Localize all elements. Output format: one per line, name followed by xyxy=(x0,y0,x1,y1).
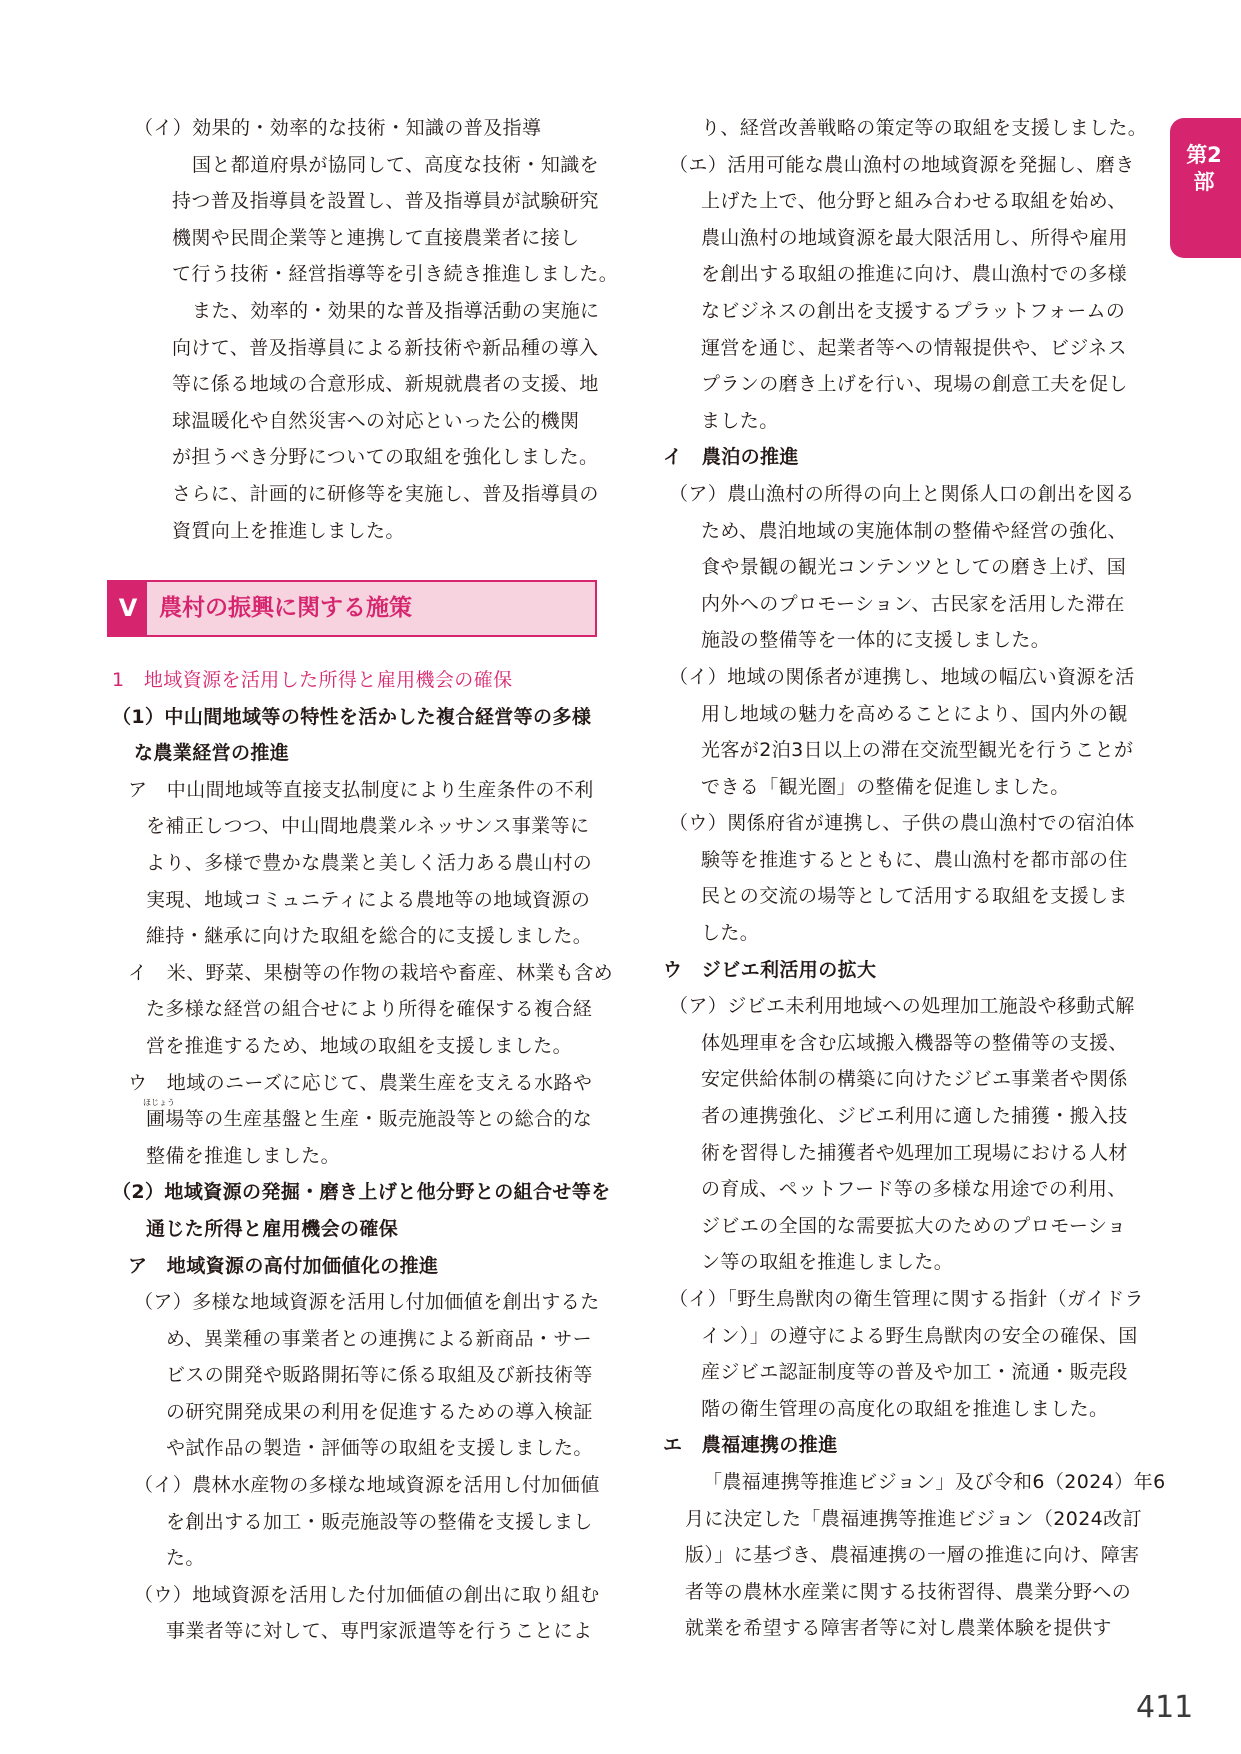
subsection-heading: 1 地域資源を活用した所得と雇用機会の確保 xyxy=(112,669,513,691)
text-line: 食や景観の観光コンテンツとしての磨き上げ、国 xyxy=(701,556,1127,579)
heading-line: イ 農泊の推進 xyxy=(663,446,799,469)
heading-line: （1）中山間地域等の特性を活かした複合経営等の多様 xyxy=(112,705,592,728)
text-line: が担うべき分野についての取組を強化しました。 xyxy=(172,446,599,469)
heading-line: 通じた所得と雇用機会の確保 xyxy=(146,1217,399,1240)
heading-line: （2）地域資源の発掘・磨き上げと他分野との組合せ等を xyxy=(112,1181,611,1204)
text-line: 階の衛生管理の高度化の取組を推進しました。 xyxy=(701,1397,1109,1420)
text-line: 就業を希望する障害者等に対し農業体験を提供す xyxy=(685,1617,1112,1640)
text-line: （イ）地域の関係者が連携し、地域の幅広い資源を活 xyxy=(669,665,1135,688)
text-line: さらに、計画的に研修等を実施し、普及指導員の xyxy=(172,482,599,505)
text-line: て行う技術・経営指導等を引き続き推進しました。 xyxy=(172,263,619,286)
text-line: 産ジビエ認証制度等の普及や加工・流通・販売段 xyxy=(701,1361,1128,1384)
text-line: 術を習得した捕獲者や処理加工現場における人材 xyxy=(701,1141,1128,1164)
text-line: 圃場等の生産基盤と生産・販売施設等との総合的な xyxy=(146,1108,593,1131)
heading-line: ウ ジビエ利活用の拡大 xyxy=(663,958,877,981)
text-line: また、効率的・効果的な普及指導活動の実施に xyxy=(192,299,600,322)
right-column xyxy=(663,110,1166,1647)
text-line: 実現、地域コミュニティによる農地等の地域資源の xyxy=(146,888,591,911)
text-line: を創出する取組の推進に向け、農山漁村での多様 xyxy=(701,263,1128,286)
text-line: 整備を推進しました。 xyxy=(146,1144,341,1167)
ruby-annotation: ほじょう xyxy=(143,1098,175,1108)
text-line: 用し地域の魅力を高めることにより、国内外の観 xyxy=(701,702,1128,725)
text-line: め、異業種の事業者との連携による新商品・サー xyxy=(166,1327,593,1350)
text-line: 版）」に基づき、農福連携の一層の推進に向け、障害 xyxy=(685,1544,1140,1567)
text-line: （ウ）関係府省が連携し、子供の農山漁村での宿泊体 xyxy=(669,812,1135,835)
text-line: 上げた上で、他分野と組み合わせる取組を始め、 xyxy=(701,190,1127,213)
part-tab-label: 第2部 xyxy=(1186,143,1222,194)
text-line: （イ）「野生鳥獣肉の衛生管理に関する指針（ガイドラ xyxy=(669,1288,1144,1310)
text-line: を創出する加工・販売施設等の整備を支援しまし xyxy=(166,1510,593,1533)
text-line: なビジネスの創出を支援するプラットフォームの xyxy=(701,299,1126,322)
left-column-intro xyxy=(112,110,619,549)
page-number: 411 xyxy=(1136,1690,1194,1725)
text-line: （ウ）地域資源を活用した付加価値の創出に取り組む xyxy=(134,1583,600,1606)
text-line: （エ）活用可能な農山漁村の地域資源を発掘し、磨き xyxy=(669,153,1135,176)
text-line: 等に係る地域の合意形成、新規就農者の支援、地 xyxy=(172,373,599,396)
heading-line: な農業経営の推進 xyxy=(134,742,290,765)
text-line: ため、農泊地域の実施体制の整備や経営の強化、 xyxy=(701,519,1128,542)
text-line: ジビエの全国的な需要拡大のためのプロモーショ xyxy=(701,1214,1127,1237)
text-line: 球温暖化や自然災害への対応といった公的機関 xyxy=(172,409,580,432)
text-line: ア 中山間地域等直接支払制度により生産条件の不利 xyxy=(128,778,594,801)
text-line: ウ 地域のニーズに応じて、農業生産を支える水路や xyxy=(128,1071,593,1094)
text-line: プランの磨き上げを行い、現場の創意工夫を促し xyxy=(701,373,1128,396)
text-line: 営を推進するため、地域の取組を支援しました。 xyxy=(146,1034,573,1057)
text-line: の研究開発成果の利用を促進するための導入検証 xyxy=(166,1400,593,1423)
text-line: 機関や民間企業等と連携して直接農業者に接し xyxy=(172,226,580,249)
text-line: 資質向上を推進しました。 xyxy=(172,519,405,542)
text-line: （イ）効果的・効率的な技術・知識の普及指導 xyxy=(134,117,542,139)
text-line: できる「観光圏」の整備を促進しました。 xyxy=(701,775,1070,798)
text-line: （ア）ジビエ未利用地域への処理加工施設や移動式解 xyxy=(669,995,1135,1018)
text-line: （ア）農山漁村の所得の向上と関係人口の創出を図る xyxy=(669,482,1135,505)
text-line: 施設の整備等を一体的に支援しました。 xyxy=(701,629,1051,652)
text-line: を補正しつつ、中山間地農業ルネッサンス事業等に xyxy=(146,815,590,838)
text-line: り、経営改善戦略の策定等の取組を支援しました。 xyxy=(701,117,1148,139)
text-line: 農山漁村の地域資源を最大限活用し、所得や雇用 xyxy=(701,226,1128,249)
section-number: V xyxy=(109,582,147,635)
text-line: 国と都道府県が協同して、高度な技術・知識を xyxy=(192,153,600,176)
text-line: ビスの開発や販路開拓等に係る取組及び新技術等 xyxy=(166,1364,593,1387)
left-column-body xyxy=(112,662,614,1650)
section-heading xyxy=(107,580,597,637)
heading-line: エ 農福連携の推進 xyxy=(663,1434,838,1457)
text-line: 運営を通じ、起業者等への情報提供や、ビジネス xyxy=(701,336,1127,359)
text-line: 体処理車を含む広域搬入機器等の整備等の支援、 xyxy=(701,1031,1128,1054)
text-line: イ 米、野菜、果樹等の作物の栽培や畜産、林業も含め xyxy=(128,961,614,984)
text-line: 内外へのプロモーション、古民家を活用した滞在 xyxy=(701,592,1125,615)
text-line: より、多様で豊かな農業と美しく活力ある農山村の xyxy=(146,851,593,874)
text-line: 維持・継承に向けた取組を総合的に支援しました。 xyxy=(146,925,593,948)
text-line: （イ）農林水産物の多様な地域資源を活用し付加価値 xyxy=(134,1474,600,1497)
text-line-with-ruby xyxy=(112,1098,602,1138)
text-line: 事業者等に対して、専門家派遣等を行うことによ xyxy=(166,1620,593,1643)
text-line: 者等の農林水産業に関する技術習得、農業分野への xyxy=(685,1580,1132,1603)
text-line: 持つ普及指導員を設置し、普及指導員が試験研究 xyxy=(172,190,599,213)
text-line: 民との交流の場等として活用する取組を支援しま xyxy=(701,885,1128,908)
text-line: 者の連携強化、ジビエ利用に適した捕獲・搬入技 xyxy=(701,1105,1128,1128)
text-line: イン）」の遵守による野生鳥獣肉の安全の確保、国 xyxy=(701,1324,1138,1347)
text-line: 月に決定した「農福連携等推進ビジョン（2024改訂 xyxy=(685,1507,1142,1530)
text-line: 向けて、普及指導員による新技術や新品種の導入 xyxy=(172,336,599,359)
text-line: 験等を推進するとともに、農山漁村を都市部の住 xyxy=(701,848,1128,871)
text-line: （ア）多様な地域資源を活用し付加価値を創出するた xyxy=(134,1291,600,1314)
text-line: の育成、ペットフード等の多様な用途での利用、 xyxy=(701,1178,1127,1201)
section-title: 農村の振興に関する施策 xyxy=(159,595,412,621)
text-line: ました。 xyxy=(701,409,779,432)
text-line: 安定供給体制の構築に向けたジビエ事業者や関係 xyxy=(701,1068,1128,1091)
text-line: た多様な経営の組合せにより所得を確保する複合経 xyxy=(146,998,593,1021)
text-line: 「農福連携等推進ビジョン」及び令和6（2024）年6 xyxy=(703,1470,1166,1493)
text-line: ン等の取組を推進しました。 xyxy=(701,1251,954,1274)
part-tab xyxy=(1170,118,1241,258)
text-line: た。 xyxy=(166,1547,205,1570)
text-line: や試作品の製造・評価等の取組を支援しました。 xyxy=(166,1437,593,1460)
text-line: した。 xyxy=(701,922,760,945)
text-line: 光客が2泊3日以上の滞在交流型観光を行うことが xyxy=(701,739,1134,762)
heading-line: ア 地域資源の高付加価値化の推進 xyxy=(128,1254,439,1277)
